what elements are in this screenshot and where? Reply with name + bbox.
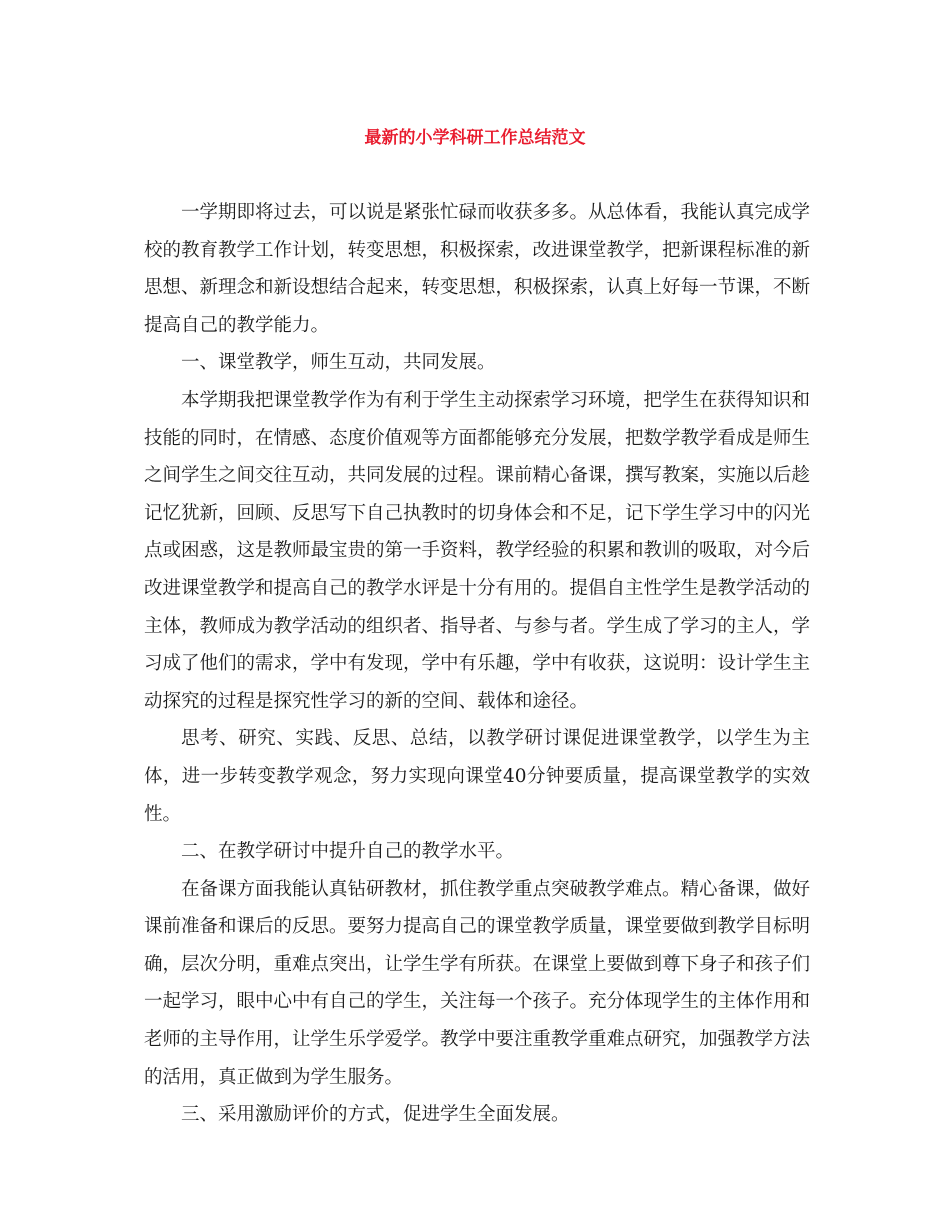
paragraph-section-2-body: 在备课方面我能认真钻研教材，抓住教学重点突破教学难点。精心备课，做好课前准备和课后的反思。要努力提高自己的课堂教学质量，课堂要做到教学目标明确，层次分明，重难点突出，让学生学有所获。在课堂上要做到尊下身子和孩子们一起学习，眼中心中有自己的学生，关注每一个孩子。充分体现学生的主体作用和老师的主导作用，让学生乐学爱学。教学中要注重教学重难点研究，加强教学方法的活用，真正做到为学生服务。 (144, 878, 811, 1088)
paragraph-intro: 一学期即将过去，可以说是紧张忙碌而收获多多。从总体看，我能认真完成学校的教育教学工作计划，转变思想，积极探索，改进课堂教学，把新课程标准的新思想、新理念和新设想结合起来，转变思想，积极探索，认真上好每一节课，不断提高自己的教学能力。 (144, 202, 811, 336)
heading-section-2: 二、在教学研讨中提升自己的教学水平。 (181, 841, 515, 863)
document-title: 最新的小学科研工作总结范文 (364, 128, 586, 148)
document-body (144, 194, 810, 1134)
heading-section-1: 一、课堂教学，师生互动，共同发展。 (181, 352, 496, 374)
paragraph-section-1-summary: 思考、研究、实践、反思、总结，以教学研讨课促进课堂教学，以学生为主体，进一步转变教学观念，努力实现向课堂40分钟要质量，提高课堂教学的实效性。 (144, 728, 810, 825)
paragraph-section-1-body: 本学期我把课堂教学作为有利于学生主动探索学习环境，把学生在获得知识和技能的同时，在情感、态度价值观等方面都能够充分发展，把数学教学看成是师生之间学生之间交往互动，共同发展的过程。课前精心备课，撰写教案，实施以后趁记忆犹新，回顾、反思写下自己执教时的切身体会和不足，记下学生学习中的闪光点或困惑，这是教师最宝贵的第一手资料，教学经验的积累和教训的吸取，对今后改进课堂教学和提高自己的教学水评是十分有用的。提倡自主性学生是教学活动的主体，教师成为教学活动的组织者、指导者、与参与者。学生成了学习的主人，学习成了他们的需求，学中有发现，学中有乐趣，学中有收获，这说明：设计学生主动探究的过程是探究性学习的新的空间、载体和途径。 (144, 389, 811, 712)
heading-section-3: 三、采用激励评价的方式，促进学生全面发展。 (181, 1104, 570, 1126)
